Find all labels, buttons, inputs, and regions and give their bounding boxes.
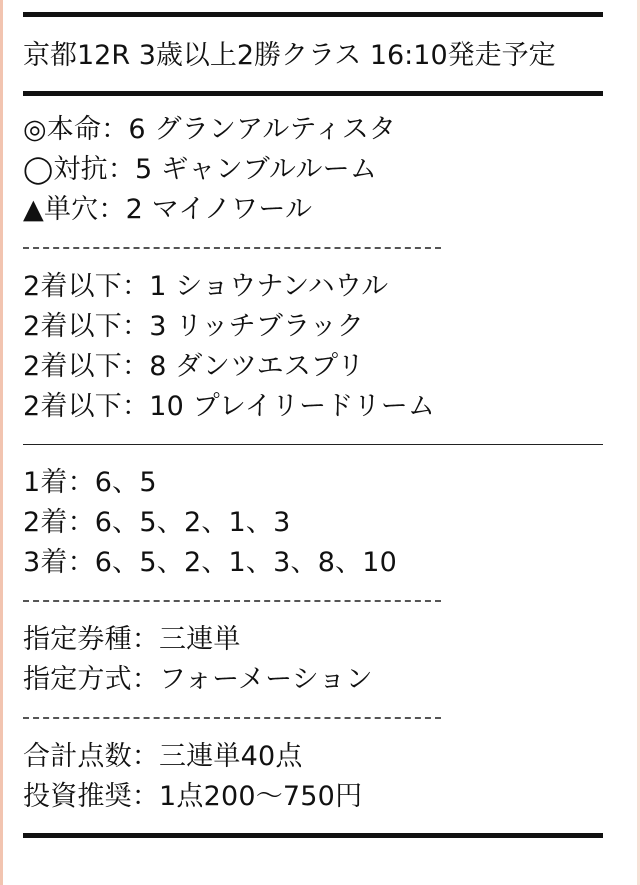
separator: ： — [67, 507, 95, 538]
separator: ： — [121, 311, 150, 342]
separator: ： — [98, 194, 126, 225]
total-points-label: 合計点数 — [23, 741, 132, 772]
other-pick-row — [23, 267, 603, 307]
total-points-value: 三連単40点 — [159, 741, 303, 772]
other-horse: 3 リッチブラック — [149, 311, 365, 342]
formation-value: 6、5 — [94, 467, 157, 498]
separator: ： — [121, 351, 150, 382]
bottom-divider — [23, 833, 603, 838]
other-label: 2着以下 — [23, 311, 122, 342]
separator: ： — [101, 114, 129, 145]
separator: ： — [131, 781, 160, 812]
formation-section — [23, 463, 603, 583]
bet-type-label: 指定券種 — [23, 624, 132, 655]
bet-method-label: 指定方式 — [23, 664, 132, 695]
bet-type-row — [23, 620, 603, 660]
pick-horse: 6 グランアルティスタ — [128, 114, 397, 145]
formation-label: 2着 — [23, 507, 68, 538]
other-pick-row — [23, 387, 603, 427]
prediction-card — [23, 0, 603, 838]
bet-method-row — [23, 660, 603, 700]
investment-value: 1点200〜750円 — [159, 781, 363, 812]
separator: ： — [67, 547, 95, 578]
separator: ： — [121, 391, 150, 422]
formation-label: 1着 — [23, 467, 68, 498]
separator: ： — [67, 467, 95, 498]
total-points-row — [23, 737, 603, 777]
main-picks — [23, 110, 603, 230]
formation-row — [23, 543, 603, 583]
pick-mark-label: ▲単穴 — [23, 194, 99, 225]
left-edge-accent — [0, 0, 3, 885]
formation-value: 6、5、2、1、3 — [94, 507, 291, 538]
formation-row — [23, 463, 603, 503]
pick-horse: 5 ギャンブルルーム — [135, 154, 378, 185]
other-horse: 1 ショウナンハウル — [149, 271, 389, 302]
other-label: 2着以下 — [23, 351, 122, 382]
formation-value: 6、5、2、1、3、8、10 — [94, 547, 398, 578]
separator: ： — [131, 741, 160, 772]
investment-row — [23, 777, 603, 817]
pick-mark-label: ◎本命 — [23, 114, 102, 145]
pick-horse: 2 マイノワール — [125, 194, 313, 225]
bet-method-value: フォーメーション — [159, 664, 373, 695]
race-title: 京都12R 3歳以上2勝クラス 16:10発走予定 — [23, 40, 556, 71]
separator: ： — [121, 271, 150, 302]
pick-mark-label: ◯対抗 — [23, 154, 108, 185]
other-pick-row — [23, 347, 603, 387]
other-label: 2着以下 — [23, 271, 122, 302]
pick-taikou — [23, 150, 603, 190]
other-horse: 10 プレイリードリーム — [149, 391, 436, 422]
bet-type-section — [23, 620, 603, 700]
separator: ： — [131, 624, 160, 655]
other-label: 2着以下 — [23, 391, 122, 422]
formation-label: 3着 — [23, 547, 68, 578]
pick-honmei — [23, 110, 603, 150]
totals-section — [23, 737, 603, 817]
separator: ： — [107, 154, 136, 185]
formation-row — [23, 503, 603, 543]
other-horse: 8 ダンツエスプリ — [149, 351, 365, 382]
other-pick-row — [23, 307, 603, 347]
separator: ： — [131, 664, 160, 695]
investment-label: 投資推奨 — [23, 781, 132, 812]
pick-tanana — [23, 190, 603, 230]
other-picks — [23, 267, 603, 427]
bet-type-value: 三連単 — [159, 624, 241, 655]
